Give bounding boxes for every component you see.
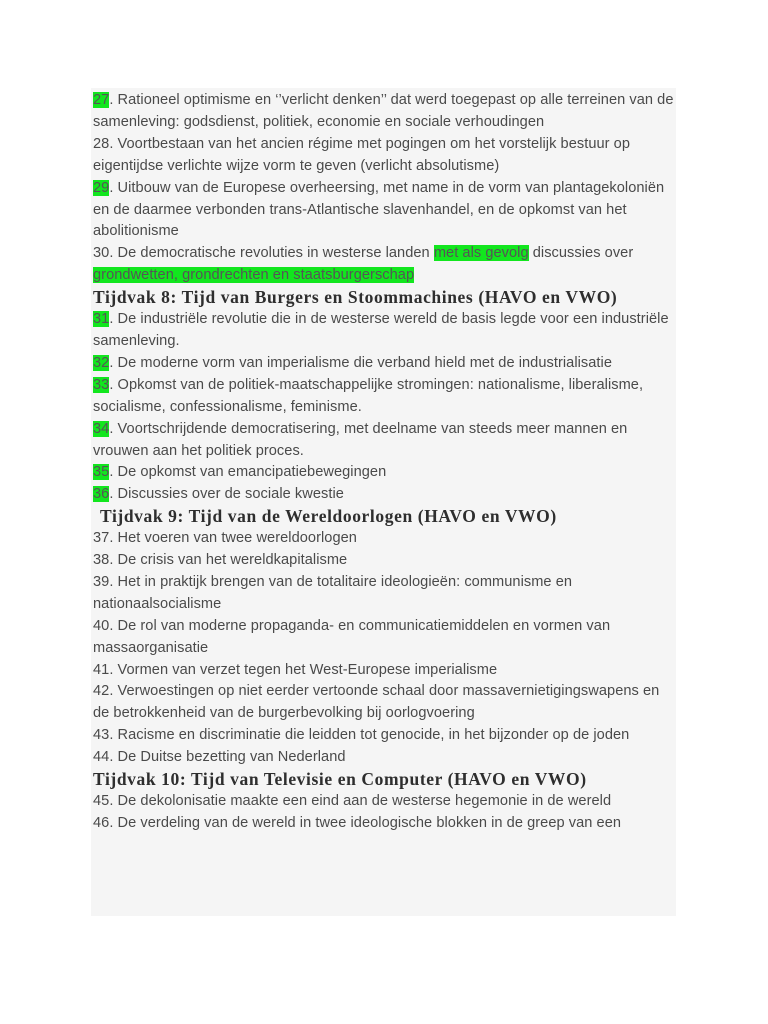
list-item-30 [93,243,676,287]
item-text: . Voortschrijdende democratisering, met deelname van steeds meer mannen en vrouwen aan het politiek proces. [93,420,628,459]
list-item-32 [93,353,676,375]
list-item-27 [93,90,676,134]
section-heading-tijdvak-8: Tijdvak 8: Tijd van Burgers en Stoommachines (HAVO en VWO) [93,287,618,308]
list-item-33 [93,375,676,419]
list-item-42: 42. Verwoestingen op niet eerder vertoonde schaal door massavernietigingswapens en de betrokkenheid van de burgerbevolking bij oorlogvoering [93,683,660,722]
text-highlight: met als gevolg [433,245,529,262]
list-item-38: 38. De crisis van het wereldkapitalisme [93,552,348,569]
list-item-31 [93,309,676,353]
item-text: 30. De democratische revoluties in westerse landen [93,245,434,262]
text-highlight: grondwetten, grondrechten en staatsburgerschap [93,267,415,284]
list-item-41: 41. Vormen van verzet tegen het West-Europese imperialisme [93,661,498,678]
list-item-39: 39. Het in praktijk brengen van de totalitaire ideologieën: communisme en nationaalsocialisme [93,573,573,612]
item-number-highlight: 27 [93,92,110,108]
item-text: . Opkomst van de politiek-maatschappelijke stromingen: nationalisme, liberalisme, socialisme, confessionalisme, feminisme. [93,376,644,415]
item-number-highlight: 34 [93,420,110,437]
list-item-34 [93,419,676,463]
list-item-36 [93,484,676,506]
list-item-37: 37. Het voeren van twee wereldoorlogen [93,530,357,547]
list-item-28: 28. Voortbestaan van het ancien régime met pogingen om het vorstelijk bestuur op eigentijdse verlichte wijze vorm te geven (verlicht absolutisme) [93,135,630,174]
list-item-29 [93,178,676,244]
item-text: discussies over [528,245,634,262]
item-text: . De moderne vorm van imperialisme die verband hield met de industrialisatie [109,354,612,371]
item-number-highlight: 36 [93,486,110,503]
item-text: . De opkomst van emancipatiebewegingen [109,464,387,481]
item-text: . Discussies over de sociale kwestie [109,486,344,503]
item-text: . Uitbouw van de Europese overheersing, met name in de vorm van plantagekoloniën en de daarmee verbonden trans-Atlantische slavenhandel, en de opkomst van het abolitionisme [93,179,665,240]
item-number-highlight: 33 [93,376,110,393]
document-page [91,88,676,916]
item-text: . De industriële revolutie die in de westerse wereld de basis legde voor een industriële samenleving. [93,311,669,349]
list-item-46: 46. De verdeling van de wereld in twee ideologische blokken in de greep van een [93,814,622,831]
item-number-highlight: 35 [93,464,110,481]
section-heading-tijdvak-10: Tijdvak 10: Tijd van Televisie en Computer (HAVO en VWO) [93,769,587,790]
list-item-43: 43. Racisme en discriminatie die leidden tot genocide, in het bijzonder op de joden [93,727,630,744]
item-number-highlight: 29 [93,179,110,196]
document-body [91,88,676,835]
item-number-highlight: 31 [93,311,110,328]
list-item-35 [93,462,676,484]
item-number-highlight: 32 [93,354,110,371]
list-item-44: 44. De Duitse bezetting van Nederland [93,749,346,766]
list-item-40: 40. De rol van moderne propaganda- en communicatiemiddelen en vormen van massaorganisatie [93,617,611,656]
section-heading-tijdvak-9: Tijdvak 9: Tijd van de Wereldoorlogen (HAVO en VWO) [100,506,557,527]
item-text: . Rationeel optimisme en ‘’verlicht denken’’ dat werd toegepast op alle terreinen van de samenleving: godsdienst, politiek, economie en sociale verhoudingen [93,92,674,130]
list-item-45: 45. De dekolonisatie maakte een eind aan de westerse hegemonie in de wereld [93,793,612,809]
